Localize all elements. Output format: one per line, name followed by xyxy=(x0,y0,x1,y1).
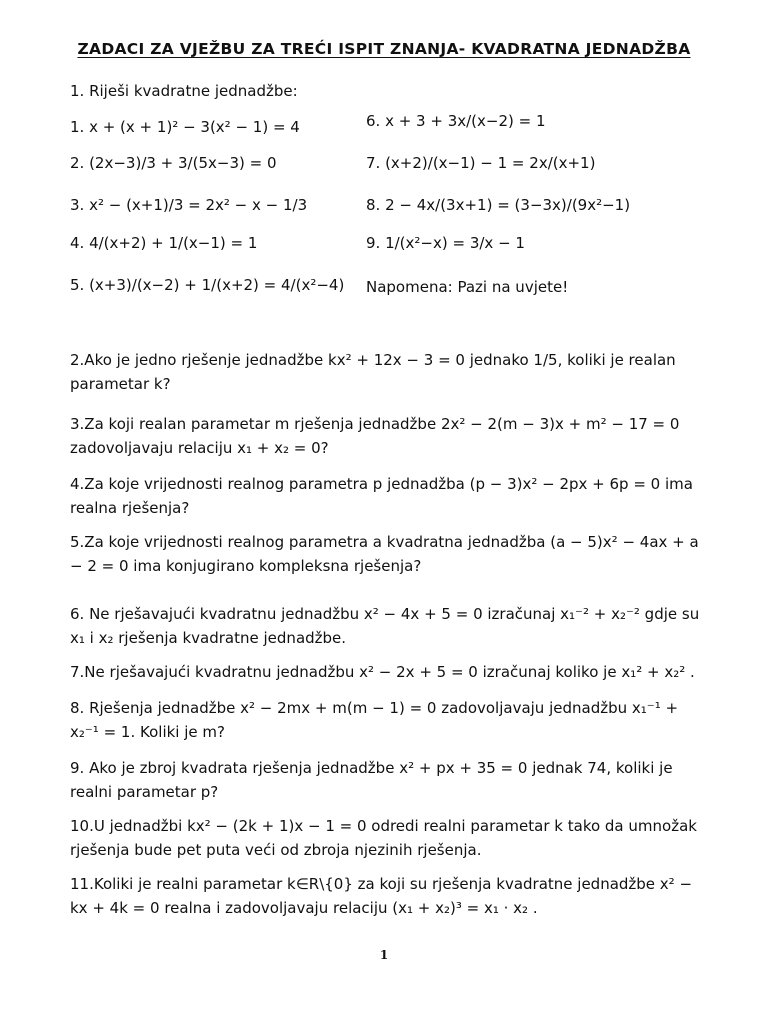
problem-10: 10.U jednadžbi kx² − (2k + 1)x − 1 = 0 odredi realni parametar k tako da umnožak rješenja bude pet puta veći od zbroja njezinih rješenja. xyxy=(70,817,697,859)
problem-3: 3.Za koji realan parametar m rješenja jednadžbe 2x² − 2(m − 3)x + m² − 17 = 0 zadovoljavaju relaciju x₁ + x₂ = 0? xyxy=(70,415,680,457)
page-title: ZADACI ZA VJEŽBU ZA TREĆI ISPIT ZNANJA- KVADRATNA JEDNADŽBA xyxy=(77,40,691,58)
equation-item-2: 2. (2x−3)/3 + 3/(5x−3) = 0 xyxy=(70,154,277,172)
problem-11: 11.Koliki je realni parametar k∈R\{0} za koji su rješenja kvadratne jednadžbe x² − kx + 4k = 0 realna i zadovoljavaju relaciju (x₁ + x₂)³ = x₁ · x₂ . xyxy=(70,875,693,917)
equation-item-8: 8. 2 − 4x/(3x+1) = (3−3x)/(9x²−1) xyxy=(366,196,631,214)
problem-8: 8. Rješenja jednadžbe x² − 2mx + m(m − 1) = 0 zadovoljavaju jednadžbu x₁⁻¹ + x₂⁻¹ = 1. Koliki je m? xyxy=(70,699,679,741)
problem-6: 6. Ne rješavajući kvadratnu jednadžbu x² − 4x + 5 = 0 izračunaj x₁⁻² + x₂⁻² gdje su x₁ i x₂ rješenja kvadratne jednadžbe. xyxy=(70,605,700,647)
equation-item-6: 6. x + 3 + 3x/(x−2) = 1 xyxy=(366,112,546,130)
problem-7: 7.Ne rješavajući kvadratnu jednadžbu x² − 2x + 5 = 0 izračunaj koliko je x₁² + x₂² . xyxy=(70,663,695,681)
problem-9: 9. Ako je zbroj kvadrata rješenja jednadžbe x² + px + 35 = 0 jednak 74, koliki je realni parametar p? xyxy=(70,759,673,801)
equation-item-5: 5. (x+3)/(x−2) + 1/(x+2) = 4/(x²−4) xyxy=(70,276,345,294)
equation-item-3: 3. x² − (x+1)/3 = 2x² − x − 1/3 xyxy=(70,196,308,214)
page-number: 1 xyxy=(379,948,389,962)
problem-4: 4.Za koje vrijednosti realnog parametra p jednadžba (p − 3)x² − 2px + 6p = 0 ima realna rješenja? xyxy=(70,475,693,517)
task1-heading: 1. Riješi kvadratne jednadžbe: xyxy=(70,82,298,100)
problem-2: 2.Ako je jedno rješenje jednadžbe kx² + 12x − 3 = 0 jednako 1/5, koliki je realan parametar k? xyxy=(70,351,676,393)
equation-item-9: 9. 1/(x²−x) = 3/x − 1 xyxy=(366,234,525,252)
equation-item-4: 4. 4/(x+2) + 1/(x−1) = 1 xyxy=(70,234,258,252)
equation-item-1: 1. x + (x + 1)² − 3(x² − 1) = 4 xyxy=(70,118,300,136)
equation-item-7: 7. (x+2)/(x−1) − 1 = 2x/(x+1) xyxy=(366,154,596,172)
problem-5: 5.Za koje vrijednosti realnog parametra a kvadratna jednadžba (a − 5)x² − 4ax + a − 2 = 0 ima konjugirano kompleksna rješenja? xyxy=(70,533,699,575)
conditions-note: Napomena: Pazi na uvjete! xyxy=(366,278,569,296)
